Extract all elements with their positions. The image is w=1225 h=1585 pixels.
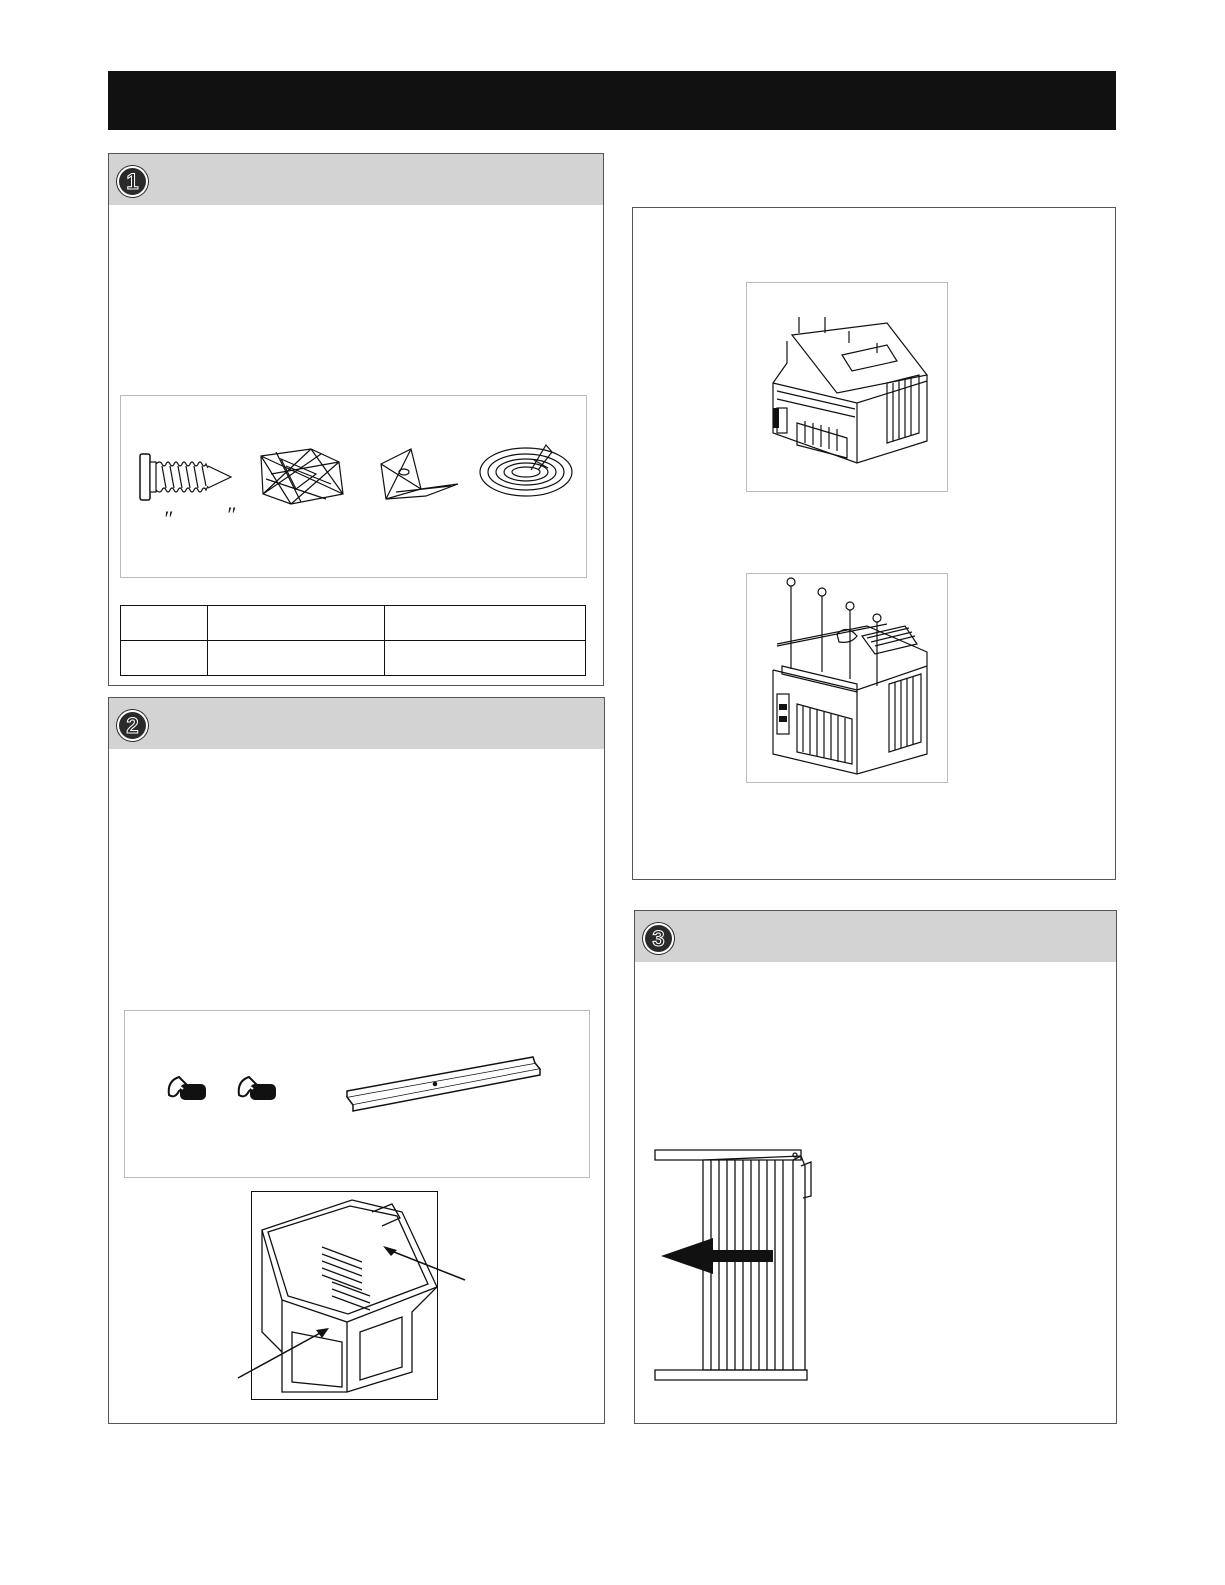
rail-figure-bottom [746, 573, 948, 783]
section-2-header [109, 698, 604, 749]
inch-mark: ″ [226, 502, 236, 527]
rail-installation-panel [632, 207, 1116, 880]
table-cell [385, 606, 586, 641]
window-frame-illustration [653, 1146, 823, 1386]
rail-figure-top [746, 282, 948, 492]
gasket-roll-icon [476, 440, 576, 500]
table-row [121, 606, 586, 641]
top-rail-icon [345, 1049, 545, 1119]
thumb-screw-icon [235, 1073, 281, 1107]
step-number: 1 [126, 169, 139, 194]
air-conditioner-illustration [747, 283, 947, 491]
section-2-panel [108, 697, 605, 1424]
step-badge [117, 166, 148, 197]
table-cell [121, 606, 208, 641]
step-number: 3 [652, 926, 665, 951]
section-1-header [109, 154, 603, 205]
section-1-panel [108, 153, 604, 686]
inch-mark: ″ [163, 506, 173, 531]
step-badge [117, 710, 148, 741]
parts-table [120, 605, 586, 676]
step-number: 2 [126, 713, 139, 738]
table-cell [208, 641, 385, 676]
header-bar [108, 71, 1116, 130]
table-cell [385, 641, 586, 676]
table-row [121, 641, 586, 676]
step-badge [643, 923, 674, 954]
pointer-arrow [379, 1244, 469, 1284]
thumb-screw-icon [165, 1073, 211, 1107]
screw-icon [136, 448, 236, 508]
angle-bracket-icon [366, 444, 466, 504]
foam-seal-icon [251, 444, 351, 509]
section-3-header [635, 911, 1116, 962]
table-cell [121, 641, 208, 676]
air-conditioner-illustration [747, 574, 947, 782]
table-cell [208, 606, 385, 641]
pointer-arrow [234, 1326, 334, 1381]
hardware-illustration-box [124, 1010, 590, 1178]
section-3-panel [634, 910, 1117, 1424]
parts-illustration-box [120, 395, 587, 578]
